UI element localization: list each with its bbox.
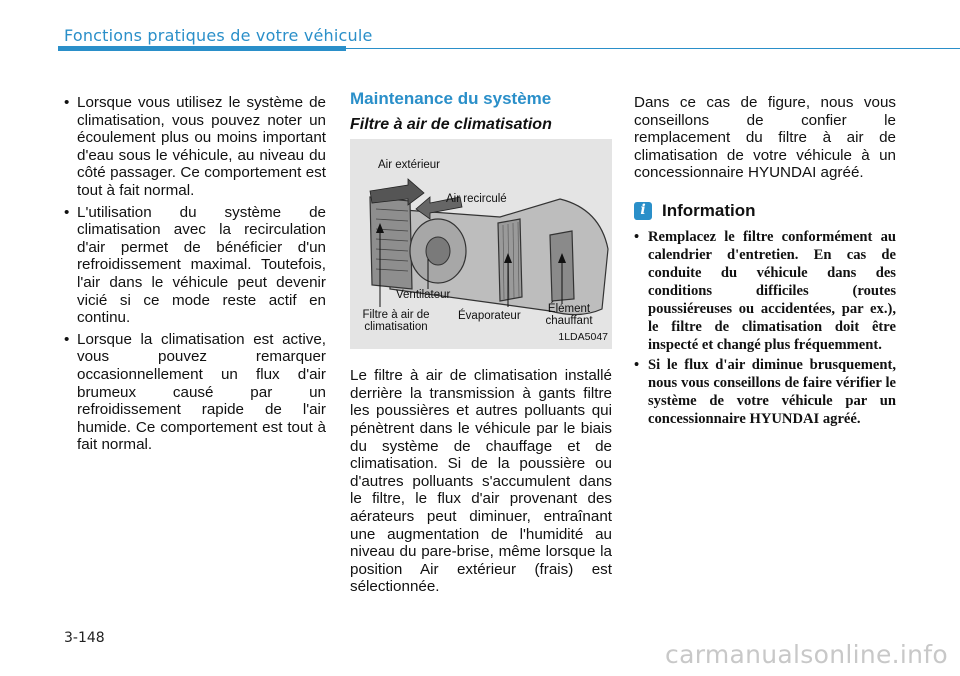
page-number: 3-148 [64, 630, 105, 646]
subsection-title: Filtre à air de climatisation [350, 115, 552, 133]
ac-notes-list [64, 94, 326, 454]
middle-column [350, 90, 612, 596]
list-item: • Lorsque vous utilisez le système de climatisation, vous pouvez noter un écoulement plus ou moins important d'eau sous le véhicule, au niveau du côté passager. Ce comportement est tout à fait normal. [64, 94, 326, 200]
info-icon: i [634, 202, 652, 220]
label-ventilateur: Ventilateur [396, 289, 451, 302]
label-filtre: Filtre à air de climatisation [362, 309, 430, 334]
recommendation-paragraph: Dans ce cas de figure, nous vous conseillons de confier le remplacement du filtre à air de climatisation de votre véhicule à un concessionnaire HYUNDAI agréé. [634, 94, 896, 182]
right-column [634, 94, 896, 430]
section-header-title: Fonctions pratiques de votre véhicule [64, 26, 373, 45]
left-column [64, 94, 326, 458]
label-air-exterieur: Air extérieur [378, 159, 440, 172]
section-title: Maintenance du système [350, 89, 552, 108]
watermark: carmanualsonline.info [665, 640, 948, 669]
list-item: • L'utilisation du système de climatisation avec la recirculation d'air permet de bénéficier d'un refroidissement maximal. Toutefois, l'air dans le véhicule peut devenir vicié si ce mode reste actif en continu. [64, 204, 326, 327]
information-list [634, 228, 896, 428]
information-header [634, 202, 896, 220]
label-element-chauffant: Élément chauffant [545, 303, 593, 328]
label-evaporateur: Évaporateur [458, 310, 521, 323]
header-rule [346, 48, 960, 49]
ac-filter-diagram [350, 139, 612, 349]
list-item: • Remplacez le filtre conformément au calendrier d'entretien. En cas de conduite du véhicule dans des conditions difficiles (routes poussiéreuses ou accidentées, par ex.), le filtre de climatisation doit être inspecté et changé plus fréquemment. [634, 228, 896, 354]
filter-paragraph: Le filtre à air de climatisation installé derrière la transmission à gants filtre les poussières et autres polluants qui pénètrent dans le véhicule par le biais du système de chauffage et de climatisation. Si de la poussière ou d'autres polluants s'accumulent dans le filtre, le flux d'air provenant des aérateurs peut diminuer, entraînant une augmentation de l'humidité au niveau du pare-brise, même lorsque la position Air extérieur (frais) est sélectionnée. [350, 367, 612, 596]
label-air-recircule: Air recirculé [446, 193, 507, 206]
header-accent-bar [58, 46, 346, 51]
information-title: Information [662, 201, 756, 221]
figure-code: 1LDA5047 [558, 330, 608, 343]
list-item: • Lorsque la climatisation est active, vous pouvez remarquer occasionnellement un flux d'air brumeux causé par un refroidissement rapide de l'air humide. Ce comportement est tout à fait normal. [64, 331, 326, 454]
list-item: • Si le flux d'air diminue brusquement, nous vous conseillons de faire vérifier le système de votre véhicule par un concessionnaire HYUNDAI agréé. [634, 356, 896, 428]
